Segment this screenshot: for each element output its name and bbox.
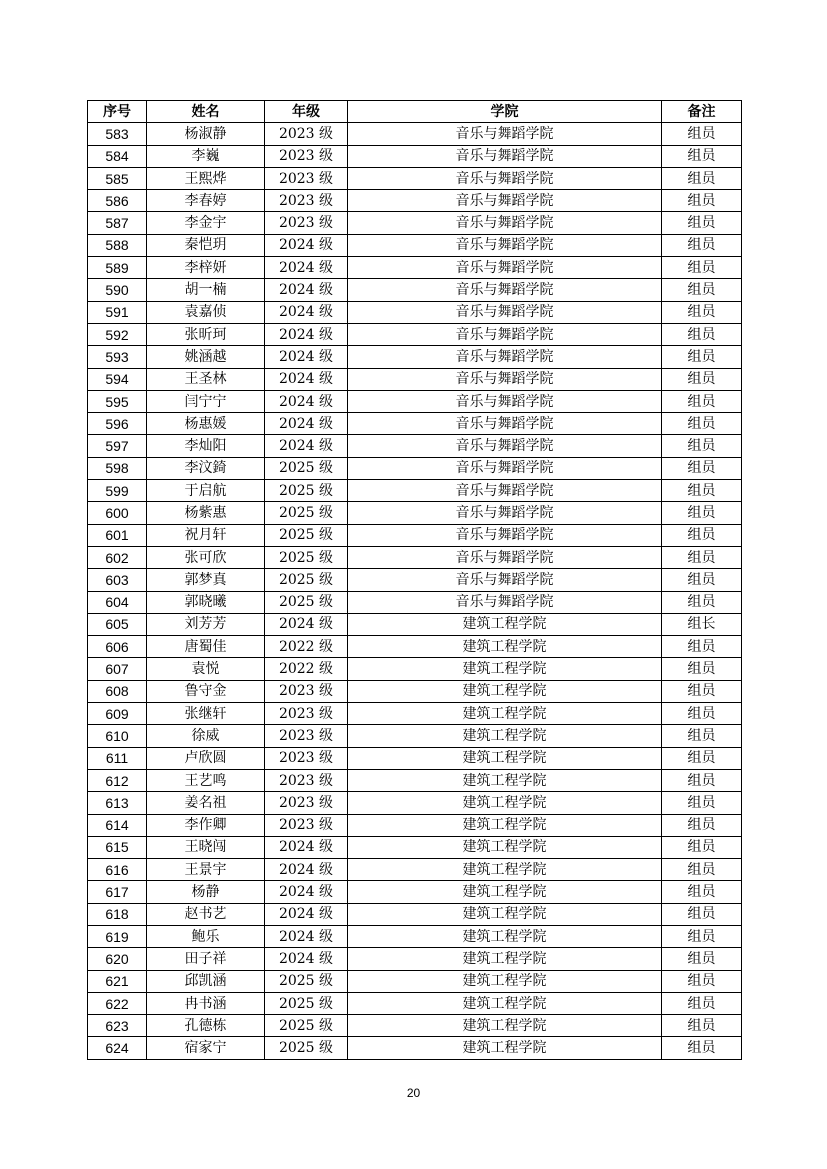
table-row (88, 970, 742, 992)
table-header-row (88, 101, 742, 123)
cell-serial-number: 603 (88, 569, 147, 591)
table-body (88, 123, 742, 1059)
table-row (88, 279, 742, 301)
cell-grade: 2025 级 (265, 457, 348, 479)
cell-remark: 组员 (662, 279, 742, 301)
cell-college: 建筑工程学院 (348, 636, 662, 658)
cell-college: 音乐与舞蹈学院 (348, 546, 662, 568)
table-row (88, 167, 742, 189)
cell-college: 建筑工程学院 (348, 925, 662, 947)
cell-college: 建筑工程学院 (348, 703, 662, 725)
cell-grade: 2024 级 (265, 257, 348, 279)
table-row (88, 769, 742, 791)
header-serial-number: 序号 (88, 101, 147, 123)
cell-college: 音乐与舞蹈学院 (348, 190, 662, 212)
cell-serial-number: 607 (88, 658, 147, 680)
cell-remark: 组员 (662, 703, 742, 725)
cell-grade: 2025 级 (265, 1037, 348, 1059)
cell-serial-number: 612 (88, 769, 147, 791)
cell-remark: 组员 (662, 747, 742, 769)
cell-serial-number: 617 (88, 881, 147, 903)
cell-name: 王圣林 (147, 368, 265, 390)
cell-grade: 2024 级 (265, 836, 348, 858)
cell-grade: 2025 级 (265, 502, 348, 524)
cell-remark: 组员 (662, 792, 742, 814)
cell-serial-number: 606 (88, 636, 147, 658)
cell-grade: 2024 级 (265, 346, 348, 368)
cell-serial-number: 616 (88, 859, 147, 881)
table-row (88, 725, 742, 747)
cell-serial-number: 592 (88, 323, 147, 345)
cell-serial-number: 601 (88, 524, 147, 546)
cell-remark: 组员 (662, 769, 742, 791)
cell-name: 袁悦 (147, 658, 265, 680)
cell-name: 张继轩 (147, 703, 265, 725)
cell-serial-number: 622 (88, 992, 147, 1014)
table-row (88, 190, 742, 212)
cell-grade: 2025 级 (265, 569, 348, 591)
cell-grade: 2024 级 (265, 323, 348, 345)
cell-college: 音乐与舞蹈学院 (348, 390, 662, 412)
cell-college: 音乐与舞蹈学院 (348, 167, 662, 189)
cell-college: 建筑工程学院 (348, 747, 662, 769)
cell-serial-number: 597 (88, 435, 147, 457)
cell-serial-number: 609 (88, 703, 147, 725)
cell-name: 鲁守金 (147, 680, 265, 702)
cell-name: 王景宇 (147, 859, 265, 881)
cell-remark: 组员 (662, 524, 742, 546)
cell-remark: 组员 (662, 970, 742, 992)
cell-remark: 组员 (662, 257, 742, 279)
cell-grade: 2023 级 (265, 123, 348, 145)
cell-college: 音乐与舞蹈学院 (348, 502, 662, 524)
cell-college: 建筑工程学院 (348, 1015, 662, 1037)
cell-remark: 组员 (662, 992, 742, 1014)
cell-college: 音乐与舞蹈学院 (348, 435, 662, 457)
cell-grade: 2023 级 (265, 703, 348, 725)
table-row (88, 680, 742, 702)
cell-name: 杨惠媛 (147, 413, 265, 435)
cell-college: 建筑工程学院 (348, 658, 662, 680)
cell-remark: 组员 (662, 903, 742, 925)
cell-serial-number: 611 (88, 747, 147, 769)
cell-grade: 2024 级 (265, 390, 348, 412)
cell-grade: 2022 级 (265, 636, 348, 658)
cell-serial-number: 608 (88, 680, 147, 702)
cell-grade: 2024 级 (265, 435, 348, 457)
cell-college: 音乐与舞蹈学院 (348, 212, 662, 234)
cell-remark: 组员 (662, 502, 742, 524)
cell-remark: 组员 (662, 569, 742, 591)
cell-name: 鲍乐 (147, 925, 265, 947)
cell-remark: 组员 (662, 925, 742, 947)
table-row (88, 502, 742, 524)
cell-remark: 组员 (662, 368, 742, 390)
cell-college: 建筑工程学院 (348, 859, 662, 881)
cell-serial-number: 600 (88, 502, 147, 524)
cell-grade: 2025 级 (265, 992, 348, 1014)
table-row (88, 257, 742, 279)
cell-college: 音乐与舞蹈学院 (348, 279, 662, 301)
cell-serial-number: 596 (88, 413, 147, 435)
cell-serial-number: 624 (88, 1037, 147, 1059)
cell-college: 音乐与舞蹈学院 (348, 368, 662, 390)
cell-grade: 2025 级 (265, 546, 348, 568)
cell-serial-number: 593 (88, 346, 147, 368)
cell-name: 刘芳芳 (147, 613, 265, 635)
cell-grade: 2023 级 (265, 145, 348, 167)
cell-serial-number: 583 (88, 123, 147, 145)
cell-serial-number: 594 (88, 368, 147, 390)
cell-remark: 组员 (662, 167, 742, 189)
table-row (88, 925, 742, 947)
cell-college: 音乐与舞蹈学院 (348, 413, 662, 435)
table-row (88, 1015, 742, 1037)
cell-grade: 2023 级 (265, 769, 348, 791)
cell-name: 唐蜀佳 (147, 636, 265, 658)
cell-grade: 2023 级 (265, 747, 348, 769)
cell-name: 闫宁宁 (147, 390, 265, 412)
cell-remark: 组员 (662, 546, 742, 568)
cell-grade: 2025 级 (265, 970, 348, 992)
table-row (88, 747, 742, 769)
cell-serial-number: 602 (88, 546, 147, 568)
member-roster-table (87, 100, 742, 1060)
cell-name: 徐威 (147, 725, 265, 747)
cell-college: 音乐与舞蹈学院 (348, 234, 662, 256)
cell-remark: 组员 (662, 234, 742, 256)
cell-remark: 组员 (662, 859, 742, 881)
cell-grade: 2024 级 (265, 279, 348, 301)
cell-college: 音乐与舞蹈学院 (348, 346, 662, 368)
cell-grade: 2024 级 (265, 925, 348, 947)
cell-serial-number: 599 (88, 480, 147, 502)
cell-college: 音乐与舞蹈学院 (348, 257, 662, 279)
header-name: 姓名 (147, 101, 265, 123)
cell-grade: 2024 级 (265, 413, 348, 435)
cell-name: 田子祥 (147, 948, 265, 970)
cell-college: 建筑工程学院 (348, 836, 662, 858)
cell-college: 建筑工程学院 (348, 814, 662, 836)
table-row (88, 524, 742, 546)
table-row (88, 323, 742, 345)
cell-remark: 组员 (662, 948, 742, 970)
cell-name: 杨静 (147, 881, 265, 903)
cell-serial-number: 610 (88, 725, 147, 747)
cell-name: 李作卿 (147, 814, 265, 836)
cell-college: 建筑工程学院 (348, 725, 662, 747)
cell-college: 音乐与舞蹈学院 (348, 323, 662, 345)
cell-name: 李汶錡 (147, 457, 265, 479)
cell-remark: 组员 (662, 480, 742, 502)
table-row (88, 1037, 742, 1059)
table-row (88, 814, 742, 836)
cell-grade: 2023 级 (265, 680, 348, 702)
cell-remark: 组员 (662, 725, 742, 747)
cell-serial-number: 621 (88, 970, 147, 992)
table-row (88, 390, 742, 412)
cell-name: 赵书艺 (147, 903, 265, 925)
cell-name: 杨淑静 (147, 123, 265, 145)
table-row (88, 212, 742, 234)
table-row (88, 435, 742, 457)
cell-serial-number: 619 (88, 925, 147, 947)
cell-serial-number: 613 (88, 792, 147, 814)
cell-name: 郭梦真 (147, 569, 265, 591)
cell-grade: 2025 级 (265, 480, 348, 502)
cell-name: 李春婷 (147, 190, 265, 212)
cell-college: 建筑工程学院 (348, 769, 662, 791)
cell-name: 姜名祖 (147, 792, 265, 814)
table-row (88, 457, 742, 479)
cell-grade: 2023 级 (265, 814, 348, 836)
page-number: 20 (406, 1086, 421, 1100)
cell-name: 王艺鸣 (147, 769, 265, 791)
cell-remark: 组员 (662, 413, 742, 435)
cell-name: 姚涵越 (147, 346, 265, 368)
cell-serial-number: 614 (88, 814, 147, 836)
table-row (88, 234, 742, 256)
cell-name: 秦恺玥 (147, 234, 265, 256)
cell-college: 音乐与舞蹈学院 (348, 591, 662, 613)
cell-serial-number: 587 (88, 212, 147, 234)
table-row (88, 413, 742, 435)
cell-name: 邱凯涵 (147, 970, 265, 992)
cell-remark: 组员 (662, 1037, 742, 1059)
cell-remark: 组员 (662, 636, 742, 658)
cell-grade: 2024 级 (265, 903, 348, 925)
cell-name: 张昕珂 (147, 323, 265, 345)
cell-name: 李梓妍 (147, 257, 265, 279)
cell-name: 袁嘉侦 (147, 301, 265, 323)
cell-grade: 2023 级 (265, 792, 348, 814)
cell-grade: 2024 级 (265, 234, 348, 256)
cell-remark: 组员 (662, 435, 742, 457)
cell-college: 建筑工程学院 (348, 792, 662, 814)
cell-serial-number: 623 (88, 1015, 147, 1037)
table-row (88, 859, 742, 881)
table-header (88, 101, 742, 123)
cell-college: 音乐与舞蹈学院 (348, 301, 662, 323)
cell-name: 宿家宁 (147, 1037, 265, 1059)
cell-remark: 组员 (662, 457, 742, 479)
cell-remark: 组员 (662, 836, 742, 858)
cell-college: 音乐与舞蹈学院 (348, 569, 662, 591)
cell-grade: 2024 级 (265, 859, 348, 881)
cell-name: 冉书涵 (147, 992, 265, 1014)
cell-name: 李灿阳 (147, 435, 265, 457)
cell-serial-number: 604 (88, 591, 147, 613)
cell-name: 杨紫惠 (147, 502, 265, 524)
cell-serial-number: 595 (88, 390, 147, 412)
cell-remark: 组员 (662, 680, 742, 702)
cell-college: 音乐与舞蹈学院 (348, 457, 662, 479)
cell-grade: 2023 级 (265, 212, 348, 234)
cell-college: 建筑工程学院 (348, 970, 662, 992)
cell-name: 卢欣圆 (147, 747, 265, 769)
cell-grade: 2022 级 (265, 658, 348, 680)
cell-serial-number: 586 (88, 190, 147, 212)
cell-serial-number: 615 (88, 836, 147, 858)
header-college: 学院 (348, 101, 662, 123)
cell-name: 王熙烨 (147, 167, 265, 189)
cell-serial-number: 590 (88, 279, 147, 301)
table-row (88, 368, 742, 390)
cell-remark: 组员 (662, 658, 742, 680)
cell-remark: 组员 (662, 323, 742, 345)
cell-college: 音乐与舞蹈学院 (348, 524, 662, 546)
cell-college: 音乐与舞蹈学院 (348, 145, 662, 167)
cell-remark: 组员 (662, 123, 742, 145)
cell-remark: 组员 (662, 1015, 742, 1037)
table-row (88, 881, 742, 903)
cell-grade: 2025 级 (265, 591, 348, 613)
cell-remark: 组员 (662, 881, 742, 903)
cell-college: 音乐与舞蹈学院 (348, 123, 662, 145)
cell-remark: 组员 (662, 301, 742, 323)
table-row (88, 658, 742, 680)
cell-remark: 组员 (662, 190, 742, 212)
cell-name: 郭晓曦 (147, 591, 265, 613)
cell-remark: 组长 (662, 613, 742, 635)
cell-grade: 2024 级 (265, 613, 348, 635)
table-row (88, 613, 742, 635)
cell-college: 建筑工程学院 (348, 881, 662, 903)
cell-grade: 2023 级 (265, 190, 348, 212)
cell-college: 建筑工程学院 (348, 948, 662, 970)
cell-remark: 组员 (662, 145, 742, 167)
cell-serial-number: 598 (88, 457, 147, 479)
table-row (88, 480, 742, 502)
table-row (88, 145, 742, 167)
cell-grade: 2024 级 (265, 301, 348, 323)
cell-serial-number: 620 (88, 948, 147, 970)
cell-grade: 2024 级 (265, 368, 348, 390)
header-remark: 备注 (662, 101, 742, 123)
cell-college: 音乐与舞蹈学院 (348, 480, 662, 502)
table-row (88, 903, 742, 925)
cell-college: 建筑工程学院 (348, 992, 662, 1014)
cell-serial-number: 585 (88, 167, 147, 189)
cell-name: 孔德栋 (147, 1015, 265, 1037)
table-row (88, 591, 742, 613)
cell-serial-number: 588 (88, 234, 147, 256)
table-row (88, 636, 742, 658)
cell-college: 建筑工程学院 (348, 613, 662, 635)
table-row (88, 346, 742, 368)
table-row (88, 703, 742, 725)
cell-grade: 2025 级 (265, 1015, 348, 1037)
table-row (88, 546, 742, 568)
cell-remark: 组员 (662, 814, 742, 836)
table-row (88, 569, 742, 591)
table-row (88, 792, 742, 814)
cell-name: 王晓闯 (147, 836, 265, 858)
cell-remark: 组员 (662, 390, 742, 412)
cell-serial-number: 591 (88, 301, 147, 323)
cell-name: 李巍 (147, 145, 265, 167)
cell-grade: 2023 级 (265, 167, 348, 189)
cell-remark: 组员 (662, 591, 742, 613)
cell-grade: 2025 级 (265, 524, 348, 546)
cell-college: 建筑工程学院 (348, 680, 662, 702)
table-row (88, 836, 742, 858)
cell-name: 李金宇 (147, 212, 265, 234)
cell-name: 祝月轩 (147, 524, 265, 546)
cell-remark: 组员 (662, 346, 742, 368)
table-row (88, 992, 742, 1014)
cell-remark: 组员 (662, 212, 742, 234)
cell-serial-number: 589 (88, 257, 147, 279)
cell-college: 建筑工程学院 (348, 903, 662, 925)
cell-serial-number: 605 (88, 613, 147, 635)
table-row (88, 948, 742, 970)
cell-name: 于启航 (147, 480, 265, 502)
cell-grade: 2023 级 (265, 725, 348, 747)
cell-grade: 2024 级 (265, 881, 348, 903)
cell-serial-number: 584 (88, 145, 147, 167)
cell-grade: 2024 级 (265, 948, 348, 970)
cell-college: 建筑工程学院 (348, 1037, 662, 1059)
table-row (88, 301, 742, 323)
cell-serial-number: 618 (88, 903, 147, 925)
table-row (88, 123, 742, 145)
header-grade: 年级 (265, 101, 348, 123)
cell-name: 张可欣 (147, 546, 265, 568)
cell-name: 胡一楠 (147, 279, 265, 301)
